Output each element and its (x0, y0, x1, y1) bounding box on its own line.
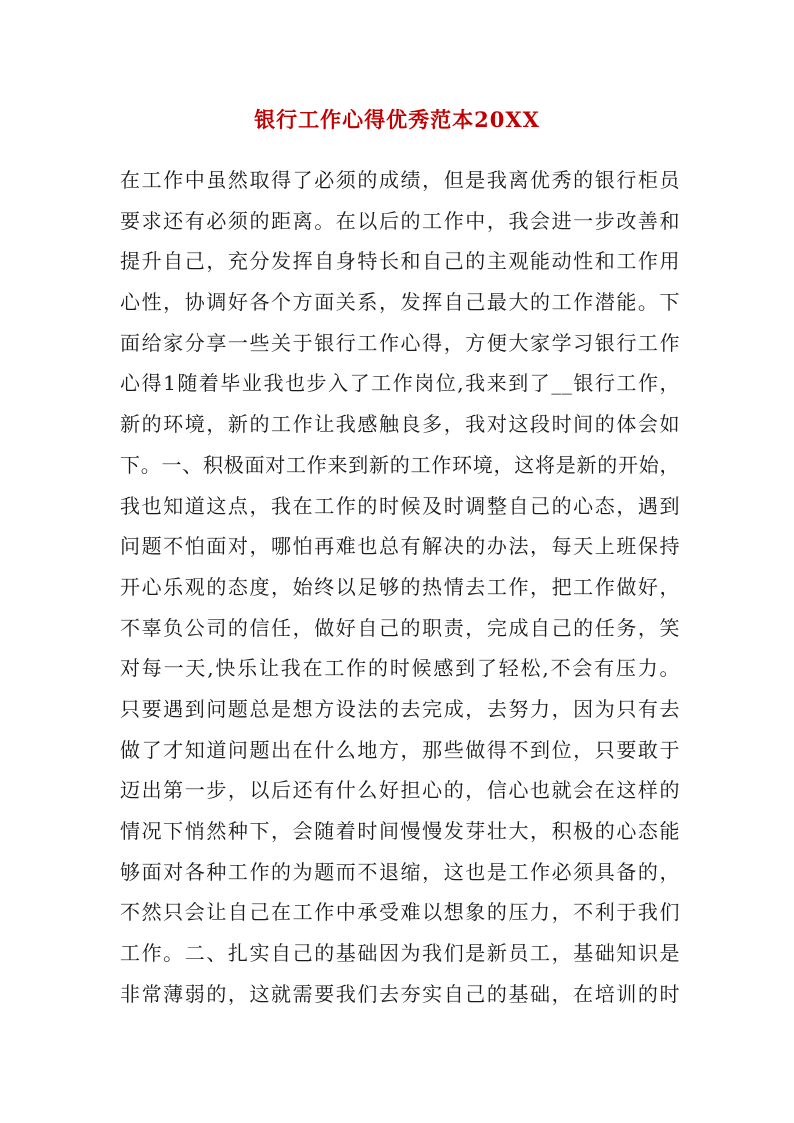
body-line: 在工作中虽然取得了必须的成绩，但是我离优秀的银行柜员 (120, 168, 680, 192)
body-line: 不辜负公司的信任，做好自己的职责，完成自己的任务，笑 (120, 615, 680, 640)
body-line: 心性，协调好各个方面关系，发挥自己最大的工作潜能。下 (120, 290, 680, 315)
body-line: 下。一、积极面对工作来到新的工作环境，这将是新的开始， (120, 452, 680, 477)
body-line: 不然只会让自己在工作中承受难以想象的压力，不利于我们 (120, 900, 680, 925)
body-line: 提升自己，充分发挥自身特长和自己的主观能动性和工作用 (120, 249, 680, 274)
body-line: 非常薄弱的，这就需要我们去夯实自己的基础，在培训的时 (120, 981, 680, 1006)
body-line: 问题不怕面对，哪怕再难也总有解决的办法，每天上班保持 (120, 534, 680, 559)
body-line: 面给家分享一些关于银行工作心得，方便大家学习银行工作 (120, 330, 680, 355)
body-line: 要求还有必须的距离。在以后的工作中，我会进一步改善和 (120, 208, 680, 233)
body-line: 新的环境，新的工作让我感触良多，我对这段时间的体会如 (120, 412, 680, 437)
document-title: 银行工作心得优秀范本20XX (254, 107, 540, 132)
body-line: 对每一天,快乐让我在工作的时候感到了轻松,不会有压力。 (120, 656, 680, 681)
body-line: 开心乐观的态度，始终以足够的热情去工作，把工作做好， (120, 574, 680, 599)
body-line: 迈出第一步，以后还有什么好担心的，信心也就会在这样的 (120, 778, 680, 803)
body-line: 我也知道这点，我在工作的时候及时调整自己的心态，遇到 (120, 493, 680, 518)
body-line: 够面对各种工作的为题而不退缩，这也是工作必须具备的， (120, 859, 680, 884)
body-line: 心得1随着毕业我也步入了工作岗位,我来到了__银行工作， (120, 371, 680, 396)
document-body (120, 160, 680, 1014)
body-line: 只要遇到问题总是想方设法的去完成，去努力，因为只有去 (120, 696, 680, 721)
body-line: 做了才知道问题出在什么地方，那些做得不到位，只要敢于 (120, 737, 680, 762)
body-line: 情况下悄然种下，会随着时间慢慢发芽壮大，积极的心态能 (120, 819, 680, 843)
body-line: 工作。二、扎实自己的基础因为我们是新员工，基础知识是 (120, 941, 680, 966)
